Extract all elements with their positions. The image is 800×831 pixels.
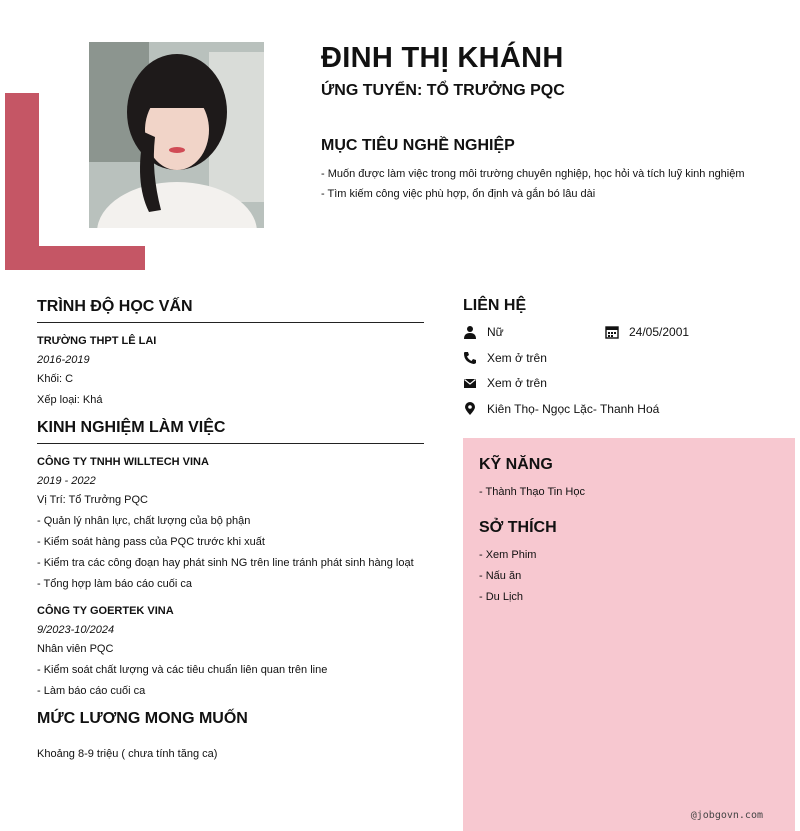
job-line: - Làm báo cáo cuối ca [37,685,146,697]
objective-item: - Muốn được làm việc trong môi trường chuyên nghiệp, học hỏi và tích luỹ kinh nghiệm [321,168,745,180]
decor-accent-bar-vertical [5,93,39,270]
job-line: - Tổng hợp làm báo cáo cuối ca [37,578,192,590]
contact-address [463,402,659,416]
job-line: Vị Trí: Tổ Trưởng PQC [37,494,148,506]
calendar-icon [605,325,619,339]
person-icon [463,325,477,339]
job-period: 2019 - 2022 [37,475,96,487]
education-line: Khối: C [37,373,74,385]
school-name: TRƯỜNG THPT LÊ LAI [37,335,157,347]
decor-accent-bar-horizontal [5,246,145,270]
mail-icon [463,376,477,390]
contact-birthday [605,325,689,339]
skills-title: KỸ NĂNG [479,456,553,473]
hobbies-title: SỞ THÍCH [479,519,557,536]
job-entry [37,603,424,702]
hobby-item: - Du Lịch [479,591,524,603]
job-line: - Kiểm soát chất lượng và các tiêu chuẩn liên quan trên line [37,664,328,676]
location-pin-icon [463,402,477,416]
objective-title: MỤC TIÊU NGHỀ NGHIỆP [321,137,515,154]
objective-list [321,164,745,204]
hobby-item: - Xem Phim [479,549,537,561]
watermark: @jobgovn.com [690,810,763,821]
contact-email [463,376,547,390]
job-company: CÔNG TY GOERTEK VINA [37,605,174,617]
objective-item: - Tìm kiếm công việc phù hợp, ổn định và gắn bó lâu dài [321,188,596,200]
email-value: Xem ở trên [487,376,547,390]
phone-value: Xem ở trên [487,351,547,365]
salary-title: MỨC LƯƠNG MONG MUỐN [37,710,248,727]
address-value: Kiên Thọ- Ngọc Lặc- Thanh Hoá [487,402,660,416]
contact-gender [463,325,504,339]
skill-item: - Thành Thạo Tin Học [479,486,585,498]
job-line: - Kiểm soát hàng pass của PQC trước khi xuất [37,536,265,548]
job-period: 9/2023-10/2024 [37,624,115,636]
contact-title: LIÊN HỆ [463,297,527,314]
candidate-name: ĐINH THỊ KHÁNH [321,42,564,74]
left-column [37,298,424,765]
education-line: Xếp loại: Khá [37,394,103,406]
job-line: - Kiểm tra các công đoạn hay phát sinh NG trên line tránh phát sinh hàng loạt [37,557,414,569]
experience-title: KINH NGHIỆM LÀM VIỆC [37,419,424,444]
gender-value: Nữ [487,325,504,339]
contact-phone [463,351,547,365]
phone-icon [463,351,477,365]
education-title: TRÌNH ĐỘ HỌC VẤN [37,298,424,323]
applied-position: ỨNG TUYỂN: TỔ TRƯỞNG PQC [321,82,565,99]
job-line: Nhân viên PQC [37,643,114,655]
skills-hobbies-panel [463,438,795,831]
profile-photo [89,42,264,228]
job-entry [37,454,424,595]
salary-text: Khoảng 8-9 triệu ( chưa tính tăng ca) [37,748,218,760]
job-line: - Quản lý nhân lực, chất lượng của bộ phận [37,515,251,527]
hobby-item: - Nấu ăn [479,570,522,582]
job-company: CÔNG TY TNHH WILLTECH VINA [37,456,209,468]
birthday-value: 24/05/2001 [629,325,690,339]
education-period: 2016-2019 [37,354,90,366]
